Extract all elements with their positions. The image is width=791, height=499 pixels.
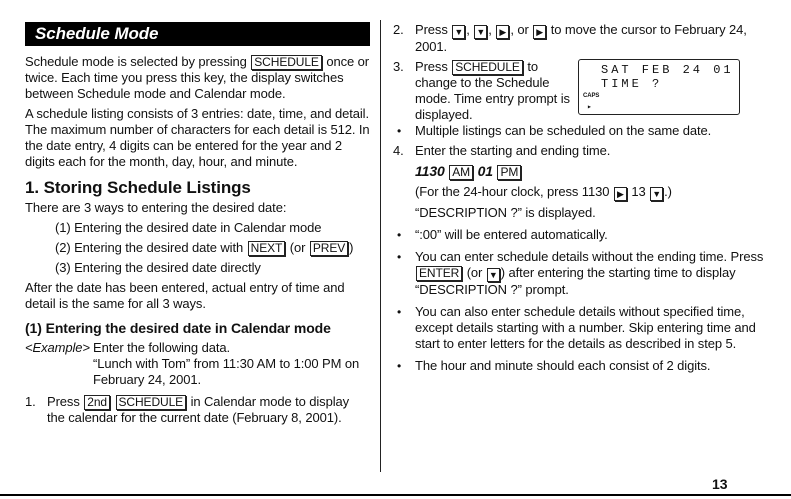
step-text: Press	[415, 22, 448, 37]
way-item-2	[25, 240, 370, 256]
intro-text-cont: once or twice. Each time you press this key, the display switches between Schedule mode and Calendar mode.	[25, 54, 370, 101]
way-text-or: (or	[289, 240, 306, 255]
schedule-key: SCHEDULE	[251, 55, 322, 70]
bullet-icon: •	[397, 305, 402, 319]
bullet-icon: •	[397, 250, 402, 264]
comma: ,	[488, 22, 492, 37]
left-column	[25, 22, 370, 426]
entry-end-time: 01	[477, 163, 493, 179]
caps-indicator: CAPS	[583, 93, 600, 99]
pm-key: PM	[497, 165, 521, 180]
intro-paragraph-1	[25, 54, 370, 102]
prev-key: PREV	[310, 241, 348, 256]
bullet-text-or: (or	[466, 265, 483, 280]
page-number: 13	[712, 476, 728, 492]
step-text: Press	[47, 394, 80, 409]
bullet-text: “:00” will be entered automatically.	[415, 227, 608, 242]
column-divider	[380, 20, 381, 472]
next-key: NEXT	[248, 241, 286, 256]
step-4	[393, 143, 765, 159]
right-column	[393, 22, 765, 374]
intro-paragraph-2: A schedule listing consists of 3 entries: date, time, and detail. The maximum number of characters for each detail is 512. In the date entry, 4 digits can be entered for the year and 2 digits each for the month, day, hour, and minute.	[25, 106, 370, 169]
step-3-block	[393, 59, 765, 122]
lcd-display	[578, 59, 740, 115]
schedule-key: SCHEDULE	[452, 60, 523, 75]
step-1	[25, 394, 370, 426]
example-line-2: “Lunch with Tom” from 11:30 AM to 1:00 PM on February 24, 2001.	[93, 356, 360, 387]
way-number: (3)	[55, 260, 71, 275]
right-arrow-icon: ▶	[533, 25, 546, 39]
bullet-icon: •	[397, 124, 402, 138]
schedule-key: SCHEDULE	[116, 395, 187, 410]
comma: ,	[466, 22, 470, 37]
note-text-end: .)	[664, 184, 672, 199]
bullet-item	[393, 227, 765, 243]
right-arrow-icon: ▶	[496, 25, 509, 39]
way-item-1	[25, 220, 370, 236]
step-number: 4.	[393, 143, 404, 158]
bullet-item	[393, 304, 765, 352]
way-text: Entering the desired date in Calendar mode	[74, 220, 322, 235]
footer-rule	[0, 494, 791, 496]
way-text: Entering the desired date with	[74, 240, 244, 255]
way-number: (1)	[55, 220, 71, 235]
note-text: (For the 24-hour clock, press 1130	[415, 184, 610, 199]
bullet-text: You can also enter schedule details without specified time, except details starting with a number. Skip entering time and start to enter letters for the details as described in step 5.	[415, 304, 756, 351]
entry-start-time: 1130	[415, 163, 445, 179]
after-paragraph: After the date has been entered, actual entry of time and detail is the same for all 3 ways.	[25, 280, 345, 311]
bullet-icon: •	[397, 359, 402, 373]
bullet-item	[393, 249, 765, 298]
bullet-icon: •	[397, 228, 402, 242]
step-number: 1.	[25, 394, 36, 409]
bullet-text-cont: ) after entering the starting time to display “DESCRIPTION ?” prompt.	[415, 265, 736, 297]
lcd-line-1: SAT FEB 24 01	[601, 63, 734, 77]
step-text-cont: to move the cursor to February 24, 2001.	[415, 22, 747, 54]
step-text-cont: in Calendar mode to display the calendar for the current date (February 8, 2001).	[47, 394, 350, 425]
down-arrow-icon: ▼	[487, 268, 500, 282]
way-text: Entering the desired date directly	[74, 260, 261, 275]
enter-key: ENTER	[416, 266, 462, 281]
step-number: 2.	[393, 22, 404, 37]
cursor-indicator: ▸	[587, 103, 592, 112]
2nd-key: 2nd	[84, 395, 110, 410]
example-tag: <Example>	[25, 340, 90, 355]
bullet-item	[393, 123, 765, 139]
subsection-heading: (1) Entering the desired date in Calendar mode	[25, 320, 331, 336]
step-number: 3.	[393, 59, 404, 74]
or-text: , or	[510, 22, 529, 37]
section-lead: There are 3 ways to entering the desired date:	[25, 200, 287, 215]
step-text: Enter the starting and ending time.	[415, 143, 611, 158]
note-24-hour	[393, 184, 765, 201]
intro-text: Schedule mode is selected by pressing	[25, 54, 247, 69]
time-entry-example	[393, 163, 765, 180]
note-text-mid: 13	[631, 184, 646, 199]
step-text: Press	[415, 59, 448, 74]
description-prompt-note: “DESCRIPTION ?” is displayed.	[415, 205, 596, 220]
down-arrow-icon: ▼	[474, 25, 487, 39]
step-3	[393, 59, 580, 123]
right-arrow-icon: ▶	[614, 187, 627, 201]
am-key: AM	[449, 165, 473, 180]
bullet-item	[393, 358, 765, 374]
step-2	[393, 22, 765, 55]
way-item-3	[25, 260, 370, 276]
down-arrow-icon: ▼	[452, 25, 465, 39]
example-block	[25, 340, 370, 356]
section-heading: 1. Storing Schedule Listings	[25, 178, 251, 197]
lcd-line-2: TIME ?	[601, 77, 663, 91]
way-number: (2)	[55, 240, 71, 255]
section-banner: Schedule Mode	[25, 22, 370, 46]
down-arrow-icon: ▼	[650, 187, 663, 201]
bullet-text: The hour and minute should each consist of 2 digits.	[415, 358, 711, 373]
bullet-text: Multiple listings can be scheduled on the same date.	[415, 123, 712, 138]
way-text-end: )	[349, 240, 354, 255]
bullet-text: You can enter schedule details without the ending time. Press	[415, 249, 764, 264]
step-text-cont: to change to the Schedule mode. Time entry prompt is displayed.	[415, 59, 570, 122]
example-line-1: Enter the following data.	[93, 340, 230, 355]
